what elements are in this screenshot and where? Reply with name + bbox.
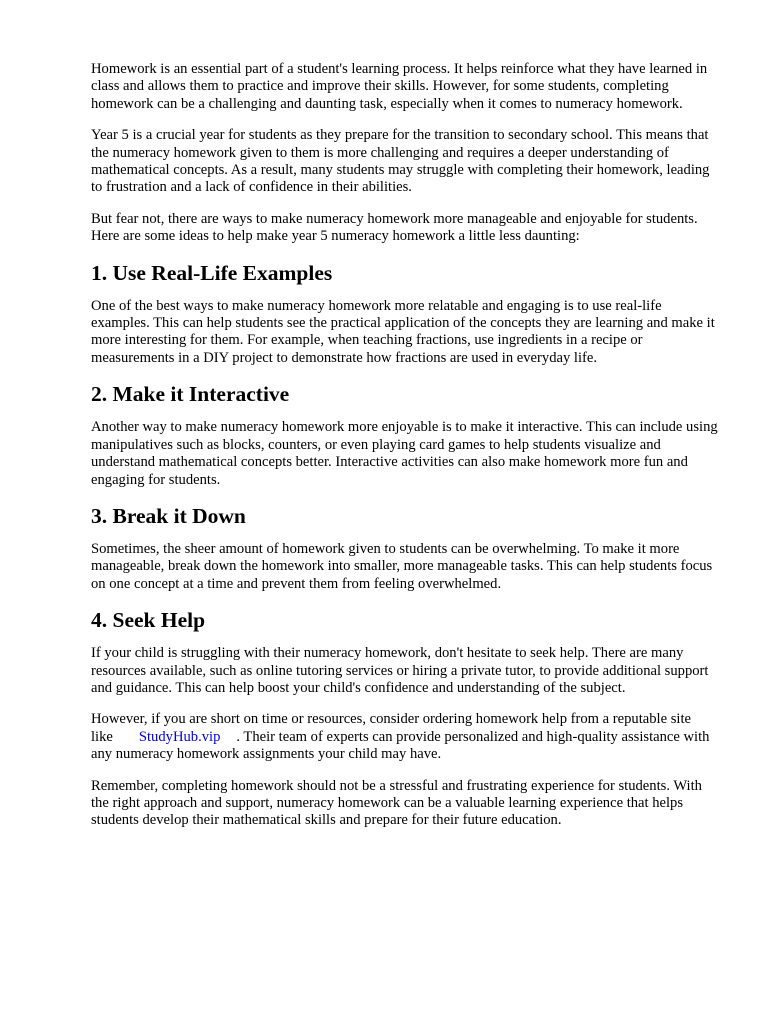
intro-paragraph-3: But fear not, there are ways to make numeracy homework more manageable and enjoyable for students. Here are some ideas to help make year 5 numeracy homework a little less daunting: (91, 210, 698, 245)
section-2-body: Another way to make numeracy homework more enjoyable is to make it interactive. This can include using manipulatives such as blocks, counters, or even playing card games to help students visualize and understand mathematical concepts better. Interactive activities can also make homework more fun and engaging for students. (91, 419, 718, 488)
section-3-body: Sometimes, the sheer amount of homework given to students can be overwhelming. To make it more manageable, break down the homework into smaller, more manageable tasks. This can help students focus on one concept at a time and prevent them from feeling overwhelmed. (91, 540, 713, 592)
section-4-body: If your child is struggling with their numeracy homework, don't hesitate to seek help. There are many resources available, such as online tutoring services or hiring a private tutor, to provide additional support and guidance. This can help boost your child's confidence and understanding of the subject. (91, 645, 709, 696)
section-3-heading: 3. Break it Down (91, 503, 246, 528)
homework-help-paragraph (91, 711, 723, 763)
intro-paragraph-2: Year 5 is a crucial year for students as they prepare for the transition to secondary school. This means that the numeracy homework given to them is more challenging and requires a deeper understanding of mathematical concepts. As a result, many students may struggle with completing their homework, leading to frustration and a lack of confidence in their abilities. (91, 127, 710, 196)
link-lead-text: However, if you are short on time or resources, consider ordering homework help from a reputable site like (91, 711, 691, 745)
studyhub-link[interactable]: StudyHub.vip (138, 728, 221, 745)
section-1-body: One of the best ways to make numeracy homework more relatable and engaging is to use real-life examples. This can help students see the practical application of the concepts they are learning and make it more interesting for them. For example, when teaching fractions, use ingredients in a recipe or measurements in a DIY project to demonstrate how fractions are used in everyday life. (91, 297, 715, 366)
document-page (91, 61, 723, 844)
closing-paragraph: Remember, completing homework should not be a stressful and frustrating experience for students. With the right approach and support, numeracy homework can be a valuable learning experience that helps students develop their mathematical skills and prepare for their future education. (91, 777, 702, 829)
intro-paragraph-1: Homework is an essential part of a student's learning process. It helps reinforce what they have learned in class and allows them to practice and improve their skills. However, for some students, completing homework can be a challenging and daunting task, especially when it comes to numeracy homework. (91, 61, 708, 112)
section-2-heading: 2. Make it Interactive (91, 382, 290, 407)
section-4-heading: 4. Seek Help (91, 608, 206, 633)
link-trail-text: . Their team of experts can provide personalized and high-quality assistance with any numeracy homework assignments your child may have. (91, 728, 710, 763)
section-1-heading: 1. Use Real-Life Examples (91, 260, 333, 285)
